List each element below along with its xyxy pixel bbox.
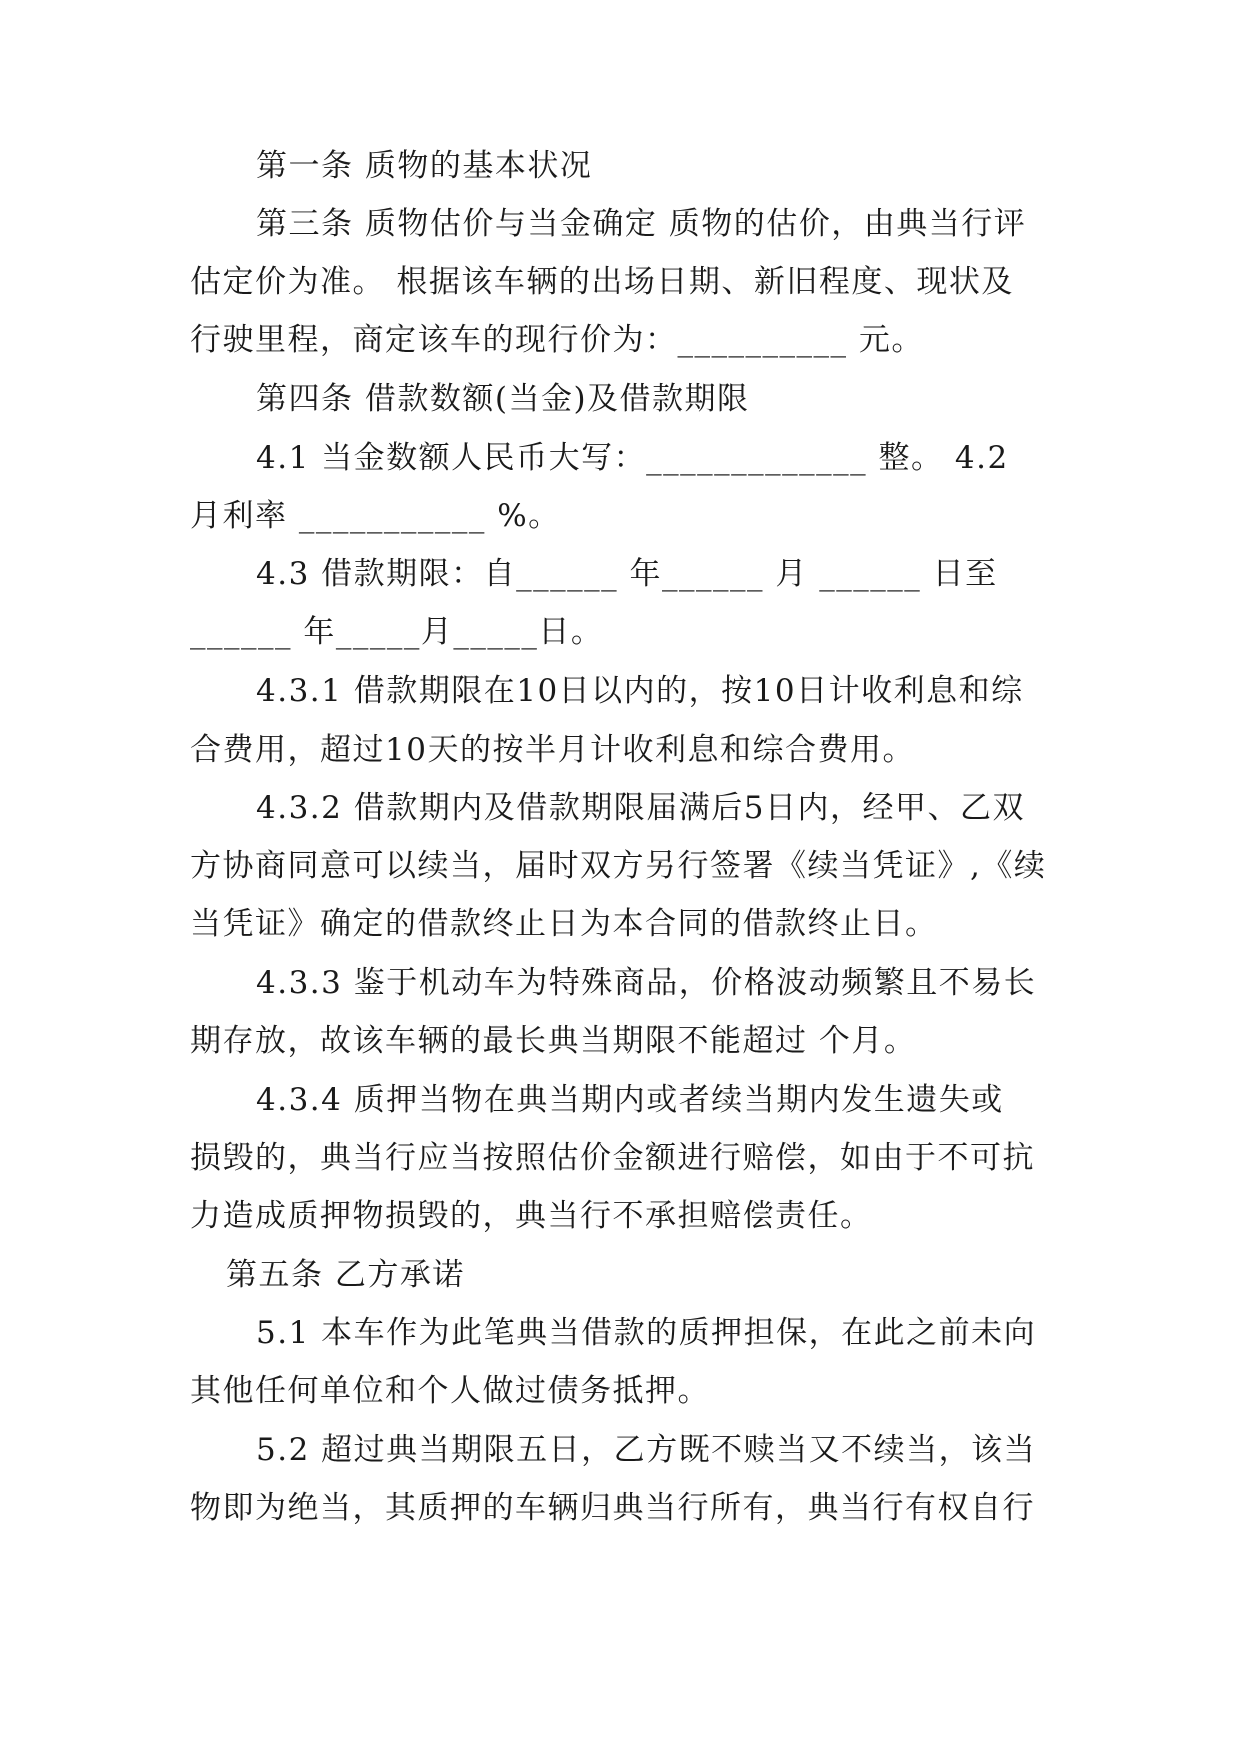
article-1-heading: 第一条 质物的基本状况: [256, 148, 593, 184]
clause-4-3-4-line-2: 损毁的，典当行应当按照估价金额进行赔偿，如由于不可抗: [190, 1140, 1035, 1176]
clause-4-3-3-line-2: 期存放，故该车辆的最长典当期限不能超过 个月。: [190, 1023, 917, 1059]
article-3-line-3: 行驶里程，商定该车的现行价为：__________ 元。: [190, 322, 924, 358]
clause-4-3-2-line-2: 方协商同意可以续当，届时双方另行签署《续当凭证》,《续: [190, 848, 1047, 884]
clause-5-2-line-2: 物即为绝当，其质押的车辆归典当行所有，典当行有权自行: [190, 1490, 1035, 1526]
clause-4-1-line-1: 4.1 当金数额人民币大写：_____________ 整。 4.2: [256, 440, 1009, 476]
clause-5-2-line-1: 5.2 超过典当期限五日，乙方既不赎当又不续当，该当: [256, 1432, 1037, 1468]
article-5-heading: 第五条 乙方承诺: [226, 1257, 465, 1293]
article-3-line-1: 第三条 质物估价与当金确定 质物的估价，由典当行评: [256, 206, 1027, 242]
clause-5-1-line-2: 其他任何单位和个人做过债务抵押。: [190, 1373, 710, 1409]
clause-4-3-3-line-1: 4.3.3 鉴于机动车为特殊商品，价格波动频繁且不易长: [256, 965, 1037, 1001]
clause-4-3-2-line-1: 4.3.2 借款期内及借款期限届满后5日内，经甲、乙双: [256, 790, 1025, 826]
clause-4-3-1-line-2: 合费用，超过10天的按半月计收利息和综合费用。: [190, 732, 915, 768]
clause-4-1-line-2: 月利率 ___________ %。: [190, 498, 561, 534]
clause-4-3-2-line-3: 当凭证》确定的借款终止日为本合同的借款终止日。: [190, 906, 938, 942]
clause-4-3-4-line-3: 力造成质押物损毁的，典当行不承担赔偿责任。: [190, 1198, 873, 1234]
article-4-heading: 第四条 借款数额(当金)及借款期限: [256, 381, 750, 417]
article-3-line-2: 估定价为准。 根据该车辆的出场日期、新旧程度、现状及: [190, 264, 1014, 300]
clause-4-3-line-2: ______ 年_____月_____日。: [190, 614, 604, 650]
clause-5-1-line-1: 5.1 本车作为此笔典当借款的质押担保，在此之前未向: [256, 1315, 1037, 1351]
clause-4-3-line-1: 4.3 借款期限：自______ 年______ 月 ______ 日至: [256, 556, 998, 592]
clause-4-3-1-line-1: 4.3.1 借款期限在10日以内的，按10日计收利息和综: [256, 673, 1024, 709]
clause-4-3-4-line-1: 4.3.4 质押当物在典当期内或者续当期内发生遗失或: [256, 1082, 1004, 1118]
